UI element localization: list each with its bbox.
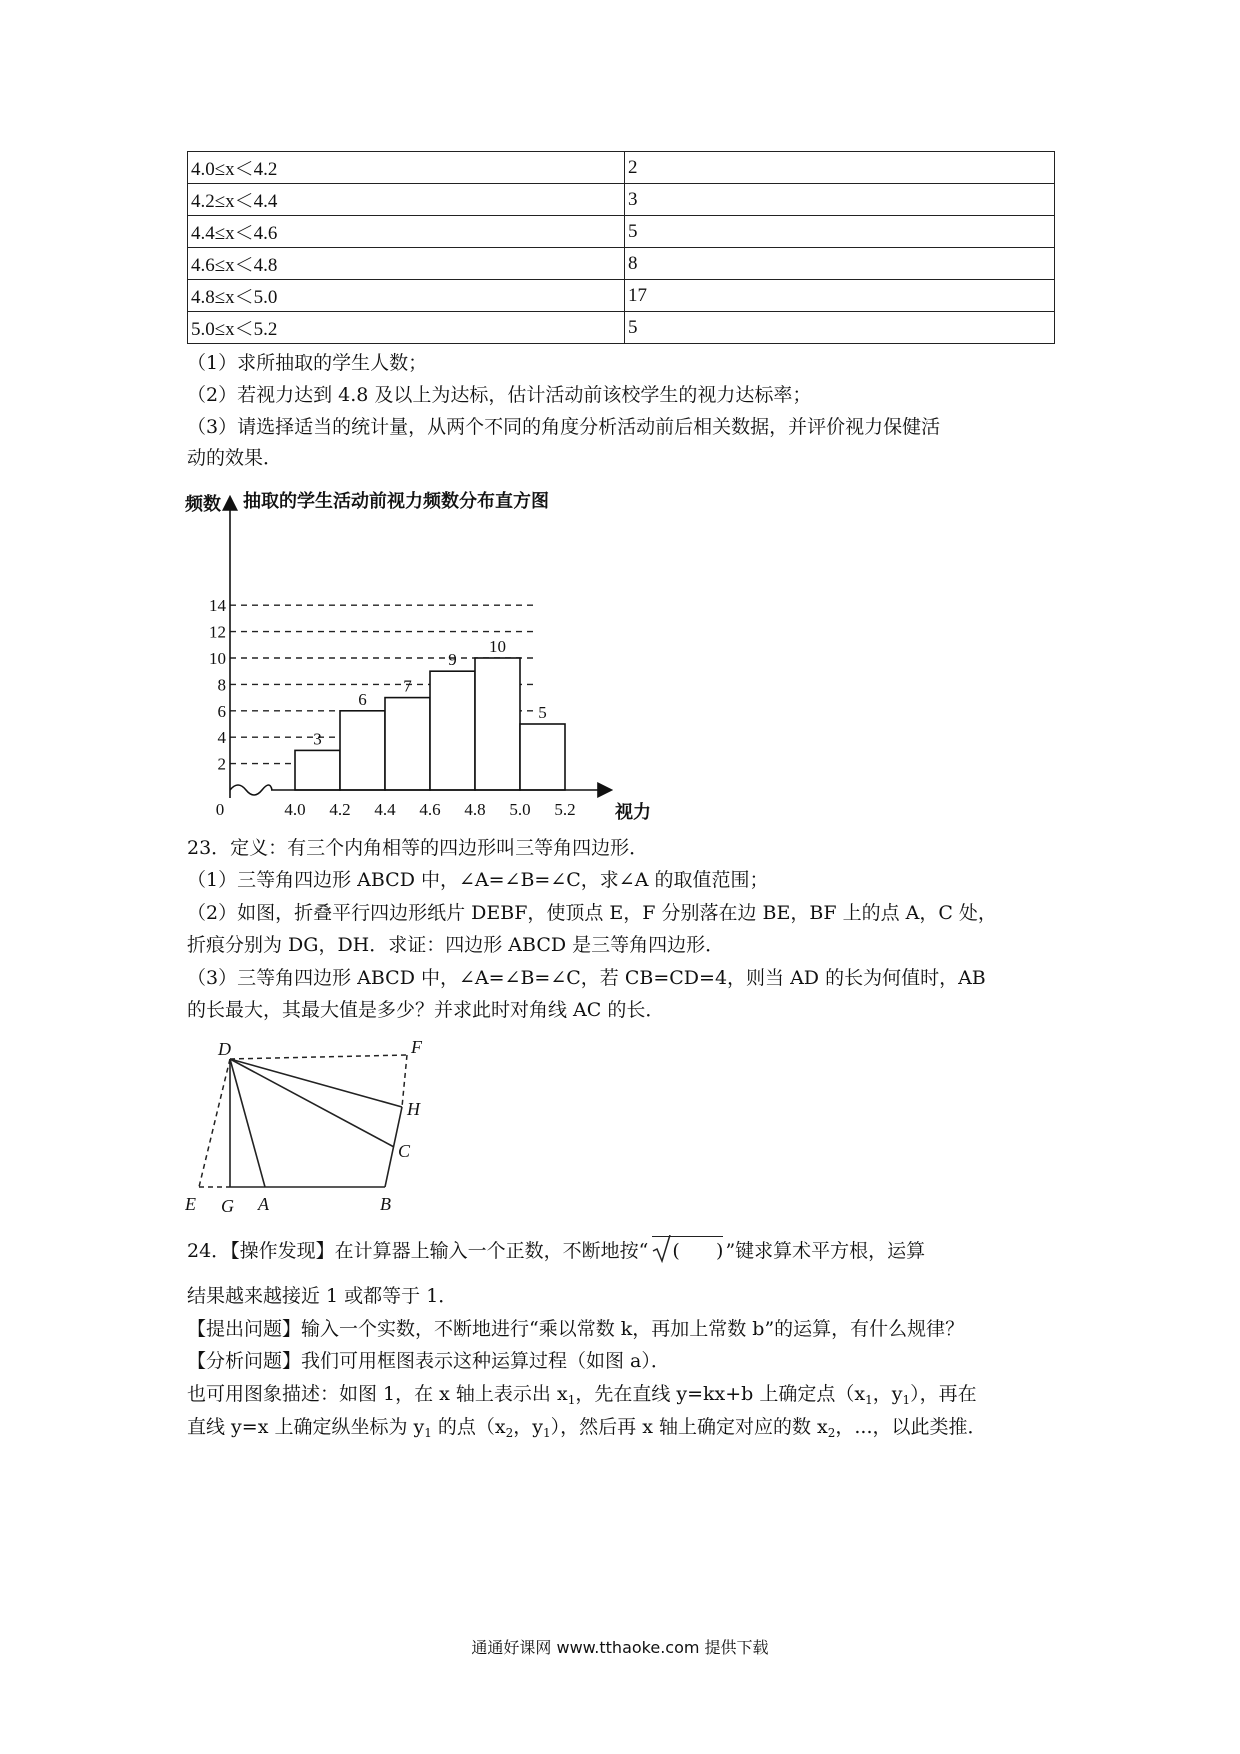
x-tick-label: 4.8 xyxy=(464,800,486,819)
q23-part2-line2: 折痕分别为 DG，DH．求证：四边形 ABCD 是三等角四边形． xyxy=(187,934,725,956)
count-cell: 8 xyxy=(625,248,1055,280)
q23-part3-line2: 的长最大，其最大值是多少？并求此时对角线 AC 的长． xyxy=(187,999,665,1021)
label-F: F xyxy=(411,1037,422,1057)
y-tick-label: 8 xyxy=(217,675,226,695)
q23-part2-line1: （2）如图，折叠平行四边形纸片 DEBF，使顶点 E，F 分别落在边 BE，BF 上的点 A，C 处， xyxy=(187,902,997,924)
y-tick-label: 12 xyxy=(209,622,226,642)
edge-DF xyxy=(230,1055,407,1059)
q24-line6-a: 直线 y=x 上确定纵坐标为 y xyxy=(187,1416,425,1438)
histogram-bar xyxy=(295,750,340,790)
q24-line4: 【分析问题】我们可用框图表示这种运算过程（如图 a）． xyxy=(187,1350,670,1372)
table-row xyxy=(188,152,1055,184)
label-H: H xyxy=(407,1099,420,1119)
q24-line6 xyxy=(187,1413,986,1447)
range-cell: 4.4≤x＜4.6 xyxy=(188,216,625,248)
count-cell: 5 xyxy=(625,312,1055,344)
q24-line6-c: ，y xyxy=(513,1416,544,1438)
y-axis-label: 频数 xyxy=(185,494,221,515)
bar-value-label: 3 xyxy=(313,729,322,749)
x-tick-label: 4.2 xyxy=(329,800,351,819)
bar-value-label: 7 xyxy=(403,676,412,696)
q22-part1: （1）求所抽取的学生人数； xyxy=(187,352,428,374)
histogram-bar xyxy=(520,724,565,790)
q24-line5-a: 也可用图象描述：如图 1，在 x 轴上表示出 x xyxy=(187,1383,568,1405)
label-G: G xyxy=(221,1196,234,1215)
table-row xyxy=(188,184,1055,216)
table-row xyxy=(188,312,1055,344)
label-A: A xyxy=(258,1194,269,1214)
sub-y1b: 1 xyxy=(424,1426,432,1440)
q24-line5-b: ，先在直线 y=kx+b 上确定点（x xyxy=(575,1383,866,1405)
q24-line1 xyxy=(187,1236,925,1265)
frequency-table xyxy=(187,151,1055,344)
x-tick-label: 4.4 xyxy=(374,800,396,819)
sub-x2b: 2 xyxy=(827,1426,836,1440)
q24-line2: 结果越来越接近 1 或都等于 1． xyxy=(187,1285,458,1307)
edge-DE xyxy=(199,1059,230,1187)
label-D: D xyxy=(218,1039,231,1059)
page-footer: 通通好课网 www.tthaoke.com 提供下载 xyxy=(471,1638,769,1657)
histogram-bar xyxy=(430,671,475,790)
q22-part2: （2）若视力达到 4.8 及以上为达标，估计活动前该校学生的视力达标率； xyxy=(187,384,812,406)
q24-line1-b: ”键求算术平方根，运算 xyxy=(725,1240,926,1262)
q24-line5-d: ），再在 xyxy=(910,1383,977,1405)
sqrt-key-label: ( ) xyxy=(672,1240,724,1262)
origin-label: 0 xyxy=(215,800,225,819)
bar-value-label: 9 xyxy=(448,650,457,670)
count-cell: 3 xyxy=(625,184,1055,216)
sub-x1: 1 xyxy=(567,1393,576,1407)
label-B: B xyxy=(380,1194,391,1214)
axis-break-mark xyxy=(230,785,272,795)
q24-line6-d: ），然后再 x 轴上确定对应的数 x xyxy=(550,1416,828,1438)
y-tick-label: 4 xyxy=(217,728,226,748)
bar-value-label: 6 xyxy=(358,689,367,709)
range-cell: 5.0≤x＜5.2 xyxy=(188,312,625,344)
q24-line5 xyxy=(187,1380,977,1414)
segment-DA xyxy=(230,1059,265,1187)
histogram-bar xyxy=(340,711,385,790)
x-tick-label: 4.6 xyxy=(419,800,441,819)
y-tick-label: 6 xyxy=(217,701,226,721)
sub-x1b: 1 xyxy=(865,1393,873,1407)
sub-y1: 1 xyxy=(902,1393,911,1407)
chart-title: 抽取的学生活动前视力频数分布直方图 xyxy=(243,491,549,512)
q24-line3: 【提出问题】输入一个实数，不断地进行“乘以常数 k，再加上常数 b”的运算，有什么规律？ xyxy=(187,1318,965,1340)
bar-value-label: 5 xyxy=(538,703,547,722)
y-tick-label: 2 xyxy=(217,754,226,774)
q24-line1-a: 24．【操作发现】在计算器上输入一个正数，不断地按“ xyxy=(187,1240,649,1262)
q23-part1: （1）三等角四边形 ABCD 中，∠A=∠B=∠C，求∠A 的取值范围； xyxy=(187,869,769,891)
table-row xyxy=(188,280,1055,312)
q23-definition: 23．定义：有三个内角相等的四边形叫三等角四边形． xyxy=(187,837,649,859)
table-row xyxy=(188,216,1055,248)
q23-part3-line1: （3）三等角四边形 ABCD 中，∠A=∠B=∠C，若 CB=CD=4，则当 AD 的长为何值时，AB xyxy=(187,967,986,989)
x-tick-label: 4.0 xyxy=(284,800,306,819)
q24-line6-e: ，...，以此类推． xyxy=(835,1416,987,1438)
q24-line6-b: 的点（x xyxy=(431,1416,506,1438)
table-row xyxy=(188,248,1055,280)
histogram-bar xyxy=(475,658,520,790)
range-cell: 4.0≤x＜4.2 xyxy=(188,152,625,184)
sub-x2: 2 xyxy=(505,1426,514,1440)
histogram-chart xyxy=(185,480,665,820)
y-tick-label: 10 xyxy=(209,649,226,668)
range-cell: 4.2≤x＜4.4 xyxy=(188,184,625,216)
x-tick-label: 5.0 xyxy=(509,800,531,819)
geometry-figure xyxy=(185,1035,445,1215)
histogram-bar xyxy=(385,698,430,790)
y-tick-label: 14 xyxy=(209,596,226,616)
x-tick-label: 5.2 xyxy=(554,800,576,819)
q24-line5-c: ，y xyxy=(872,1383,903,1405)
label-E: E xyxy=(185,1194,196,1214)
segment-DH xyxy=(230,1059,402,1107)
segment-DC xyxy=(230,1059,394,1147)
range-cell: 4.6≤x＜4.8 xyxy=(188,248,625,280)
count-cell: 5 xyxy=(625,216,1055,248)
sub-y1c: 1 xyxy=(543,1426,551,1440)
q22-part3-line2: 动的效果． xyxy=(187,447,283,469)
count-cell: 17 xyxy=(625,280,1055,312)
range-cell: 4.8≤x＜5.0 xyxy=(188,280,625,312)
count-cell: 2 xyxy=(625,152,1055,184)
x-axis-label: 视力 xyxy=(615,802,651,820)
sqrt-key-icon xyxy=(652,1236,723,1265)
q22-part3-line1: （3）请选择适当的统计量，从两个不同的角度分析活动前后相关数据，并评价视力保健活 xyxy=(187,416,941,438)
bar-value-label: 10 xyxy=(489,637,506,656)
label-C: C xyxy=(398,1141,411,1161)
